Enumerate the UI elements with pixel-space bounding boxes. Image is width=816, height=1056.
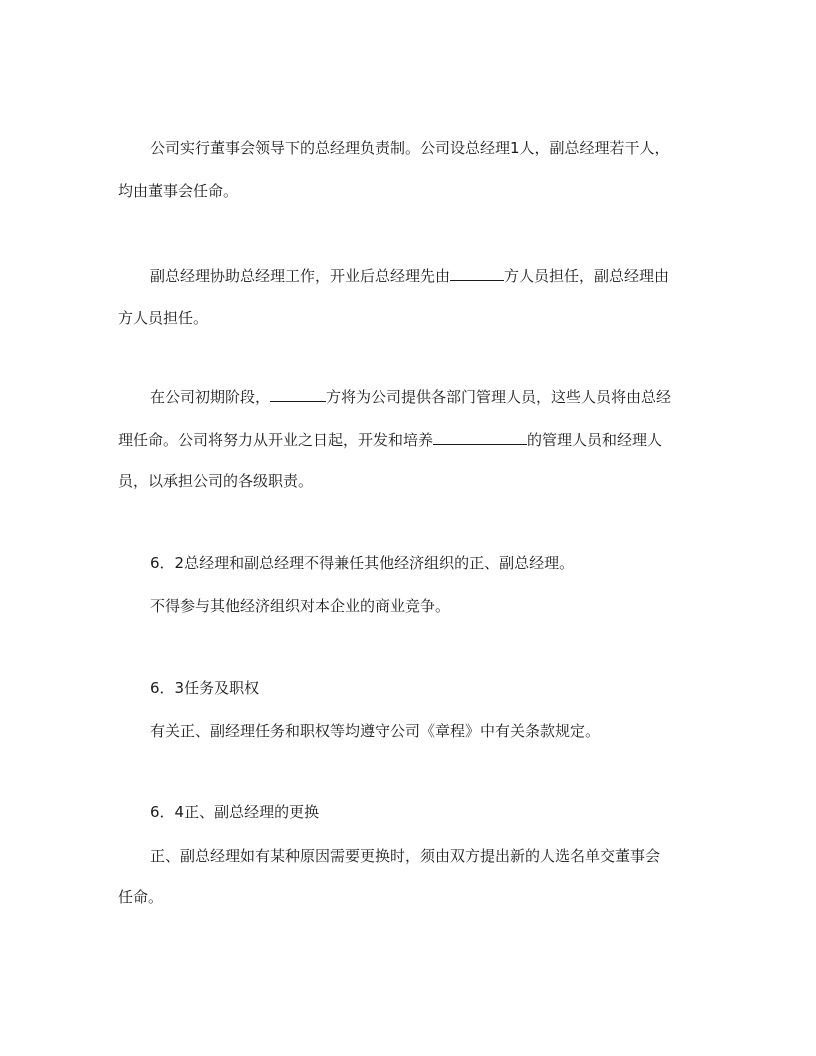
paragraph-2-line-1-part-b: 方人员担任，副总经理由	[504, 267, 670, 285]
paragraph-3-line-2-part-b: 的管理人员和经理人	[527, 431, 663, 449]
paragraph-3-line-1-part-a: 在公司初期阶段，	[150, 388, 271, 406]
paragraph-3-line-1-part-b: 方将为公司提供各部门管理人员，这些人员将由总经	[326, 388, 672, 406]
paragraph-2-line-2: 方人员担任。	[118, 309, 209, 327]
section-6-4-heading: 6．4正、副总经理的更换	[150, 803, 320, 821]
paragraph-1-line-2: 均由董事会任命。	[118, 182, 239, 200]
section-6-3-body: 有关正、副经理任务和职权等均遵守公司《章程》中有关条款规定。	[150, 722, 601, 740]
paragraph-3-line-2-part-a: 理任命。公司将努力从开业之日起，开发和培养	[118, 431, 434, 449]
section-6-2-heading: 6．2总经理和副总经理不得兼任其他经济组织的正、副总经理。	[150, 554, 575, 572]
paragraph-3-line-1	[150, 387, 671, 407]
section-6-4-body-line-2: 任命。	[118, 888, 164, 906]
paragraph-2-line-1-part-a: 副总经理协助总经理工作，开业后总经理先由	[150, 267, 451, 285]
paragraph-3-line-3: 员，以承担公司的各级职责。	[118, 472, 314, 490]
section-6-2-body: 不得参与其他经济组织对本企业的商业竞争。	[150, 597, 451, 615]
paragraph-3-line-2	[118, 430, 662, 450]
fill-in-blank	[270, 387, 326, 402]
paragraph-1-line-1: 公司实行董事会领导下的总经理负责制。公司设总经理1人，副总经理若干人，	[150, 139, 670, 157]
fill-in-blank	[433, 430, 527, 445]
section-6-3-heading: 6．3任务及职权	[150, 679, 260, 697]
fill-in-blank	[450, 266, 504, 281]
paragraph-2-line-1	[150, 266, 669, 286]
section-6-4-body-line-1: 正、副总经理如有某种原因需要更换时，须由双方提出新的人选名单交董事会	[150, 847, 661, 865]
